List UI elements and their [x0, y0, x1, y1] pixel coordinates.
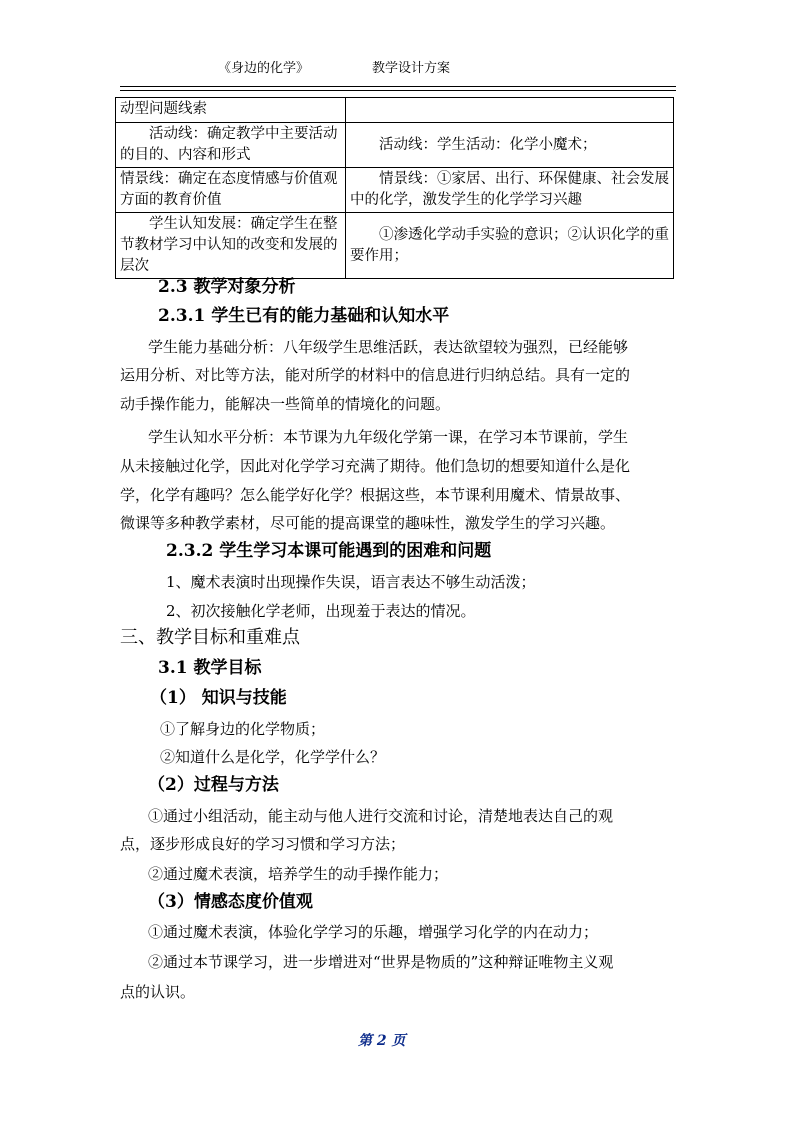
chapter-heading: 三、教学目标和重难点 [120, 627, 300, 648]
paragraph-line: 学，化学有趣吗？怎么能学好化学？根据这些，本节课利用魔术、情景故事、 [120, 486, 631, 504]
table-cell [346, 98, 674, 123]
table-cell: 情景线：①家居、出行、环保健康、社会发展中的化学，激发学生的化学学习兴趣 [346, 168, 674, 213]
design-table [115, 97, 674, 279]
goal-item: ①了解身边的化学物质； [160, 720, 326, 738]
table-cell: 学生认知发展：确定学生在整节教材学习中认知的改变和发展的层次 [116, 213, 346, 279]
goal-item: ②知道什么是化学，化学学什么？ [160, 748, 386, 766]
paragraph-line: 学生能力基础分析：八年级学生思维活跃，表达欲望较为强烈，已经能够 [148, 338, 629, 356]
goal-heading: （3）情感态度价值观 [148, 892, 313, 912]
list-item: 2、初次接触化学老师，出现羞于表达的情况。 [166, 602, 476, 620]
table-cell: ①渗透化学动手实验的意识；②认识化学的重要作用； [346, 213, 674, 279]
table-cell: 活动线：确定教学中主要活动的目的、内容和形式 [116, 123, 346, 168]
paragraph-line: 动手操作能力，能解决一些简单的情境化的问题。 [120, 395, 451, 413]
header-doc-title: 教学设计方案 [372, 61, 451, 76]
header-book-title: 《身边的化学》 [218, 61, 310, 76]
table-cell: 活动线：学生活动：化学小魔术； [346, 123, 674, 168]
paragraph-line: 从未接触过化学，因此对化学学习充满了期待。他们急切的想要知道什么是化 [120, 457, 631, 475]
subsection-heading: 2.3.1 学生已有的能力基础和认知水平 [158, 306, 450, 326]
table-row [116, 123, 674, 168]
header-rule-2 [120, 90, 676, 91]
goal-item: ①通过魔术表演，体验化学学习的乐趣，增强学习化学的内在动力； [148, 923, 599, 941]
header-rule [120, 86, 676, 87]
paragraph-line: 微课等多种教学素材，尽可能的提高课堂的趣味性，激发学生的学习兴趣。 [120, 514, 616, 532]
subsection-heading: 2.3.2 学生学习本课可能遇到的困难和问题 [166, 541, 492, 561]
table-row [116, 213, 674, 279]
goal-heading: （1） 知识与技能 [150, 688, 287, 708]
table-cell: 动型问题线索 [116, 98, 346, 123]
paragraph-line: 学生认知水平分析：本节课为九年级化学第一课，在学习本节课前，学生 [148, 428, 629, 446]
goal-item: ②通过魔术表演，培养学生的动手操作能力； [148, 865, 449, 883]
goal-heading: （2）过程与方法 [148, 775, 279, 795]
paragraph-line: 运用分析、对比等方法，能对所学的材料中的信息进行归纳总结。具有一定的 [120, 366, 631, 384]
list-item: 1、魔术表演时出现操作失误，语言表达不够生动活泼； [166, 573, 536, 591]
goal-item: ②通过本节课学习，进一步增进对“世界是物质的”这种辩证唯物主义观 [148, 953, 614, 971]
goal-item: 点的认识。 [120, 983, 196, 1001]
table-row [116, 168, 674, 213]
page-number: 第 2 页 [358, 1033, 406, 1049]
table-row [116, 98, 674, 123]
section-heading: 2.3 教学对象分析 [158, 277, 296, 297]
goal-item: ①通过小组活动，能主动与他人进行交流和讨论，清楚地表达自己的观 [148, 807, 614, 825]
table-cell: 情景线：确定在态度情感与价值观方面的教育价值 [116, 168, 346, 213]
goal-item: 点，逐步形成良好的学习习惯和学习方法； [120, 835, 406, 853]
section-heading: 3.1 教学目标 [158, 658, 262, 678]
